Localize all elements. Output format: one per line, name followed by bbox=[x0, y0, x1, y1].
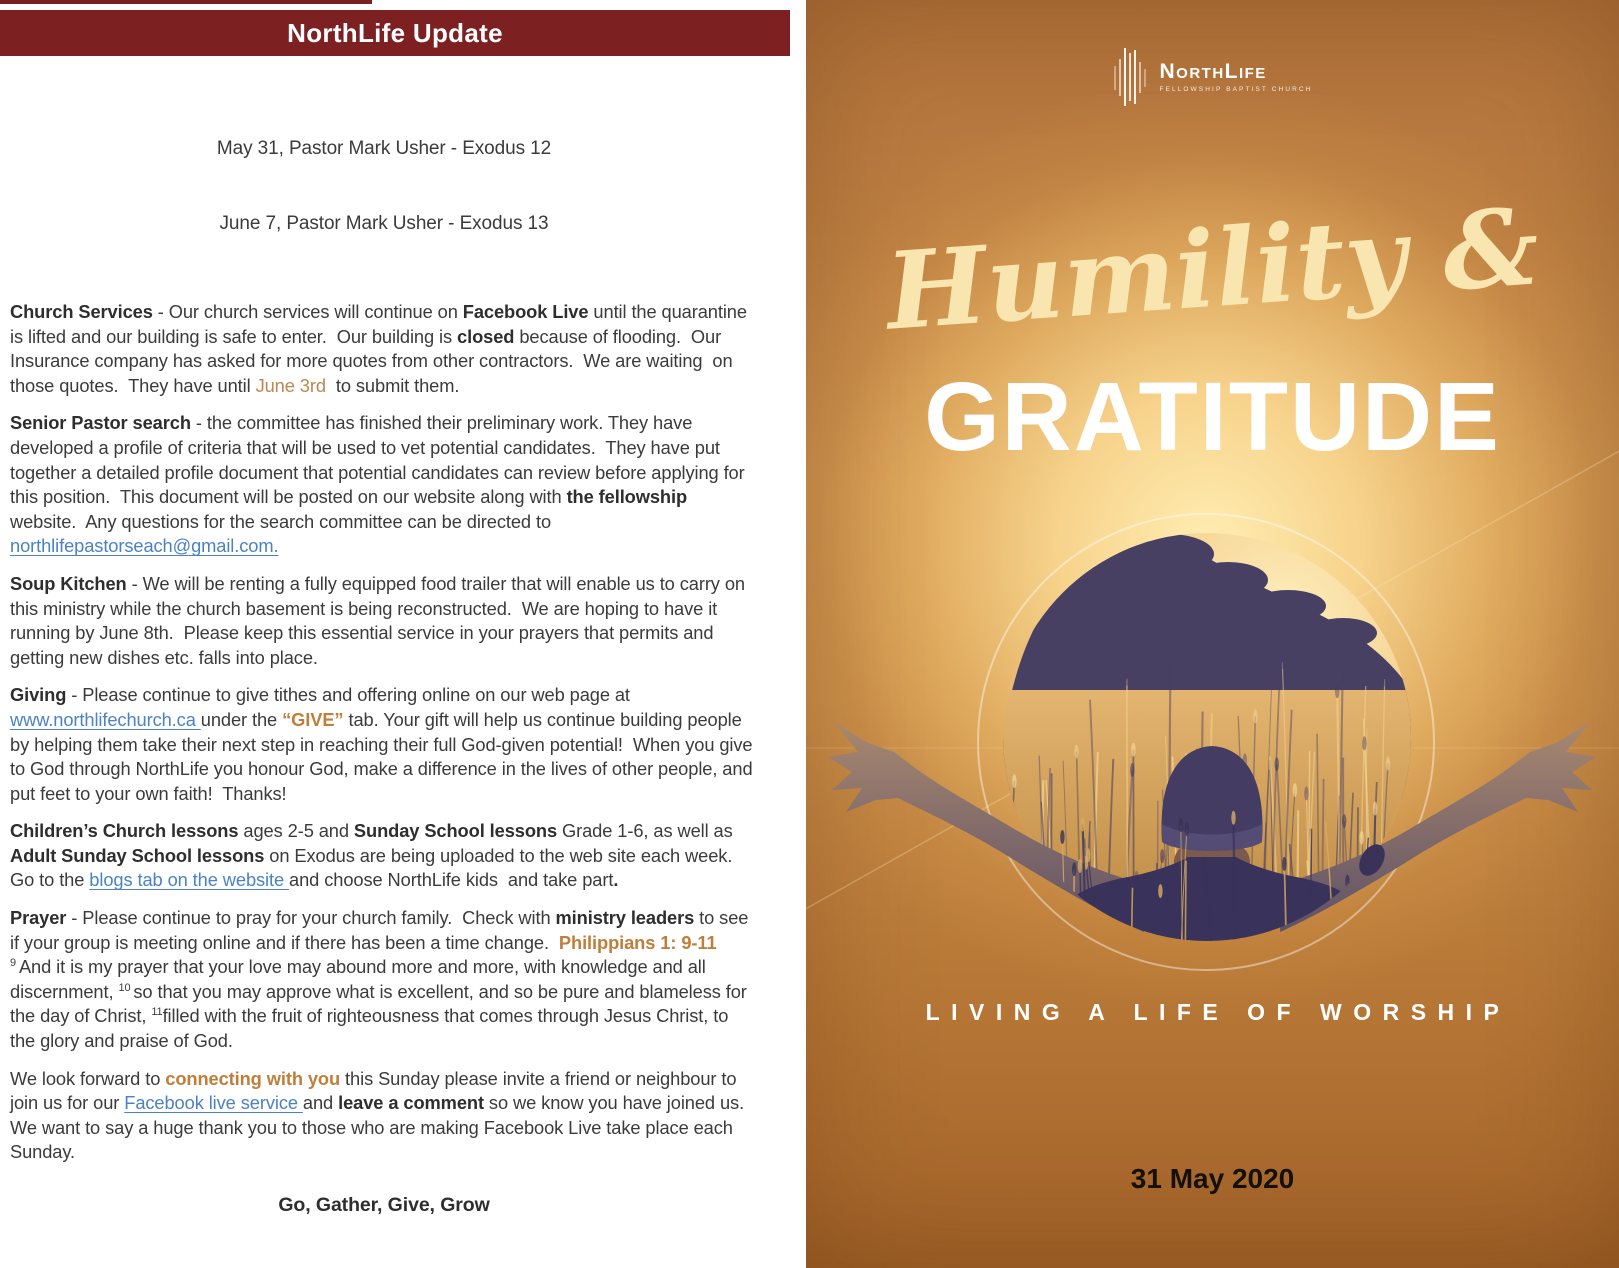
text-run: because of flooding. Our Insurance company has asked for more quotes from other contractors. We are waiting on those quotes. They have until bbox=[10, 325, 738, 396]
header-bar bbox=[0, 10, 790, 56]
text-run: And it is my prayer that your love may abound more and more, with knowledge and all discernment, bbox=[10, 956, 711, 1002]
text-run: closed bbox=[457, 325, 515, 347]
paragraph bbox=[10, 572, 758, 670]
poster-tagline: LIVING A LIFE OF WORSHIP bbox=[925, 999, 1511, 1025]
paragraph bbox=[10, 411, 758, 559]
text-run: Children’s Church lessons bbox=[10, 820, 239, 842]
text-run: ministry leaders bbox=[555, 907, 695, 929]
logo-name: NorthLife bbox=[1159, 60, 1267, 83]
text-run: Prayer bbox=[10, 907, 67, 929]
poster-title-script: Humility & bbox=[882, 183, 1543, 354]
poster-title-main: GRATITUDE bbox=[924, 362, 1501, 471]
link[interactable]: northlifepastorseach@gmail.com. bbox=[10, 535, 279, 557]
text-run: ages 2-5 and bbox=[238, 820, 354, 842]
text-run: until the quarantine is lifted and our building is safe to enter. Our building is bbox=[10, 301, 752, 347]
text-run: Giving bbox=[10, 684, 67, 706]
motto: Go, Gather, Give, Grow bbox=[278, 1194, 490, 1216]
text-run: Adult Sunday School lessons bbox=[10, 844, 265, 866]
text-run: Facebook Live bbox=[462, 301, 589, 322]
text-run: website. Any questions for the search committee can be directed to bbox=[10, 486, 693, 532]
text-run: filled with the fruit of righteousness that comes through Jesus Christ, to the glory and praise of God. bbox=[10, 1005, 734, 1052]
paragraph bbox=[10, 683, 758, 806]
text-run: tab. Your gift will help us continue building people by helping them take their next step in reaching their full God-given potential! When you give to God through NorthLife you honour God, make a difference in the lives of other people, and put feet to your own faith! Thanks! bbox=[10, 708, 758, 804]
logo-tagline: FELLOWSHIP BAPTIST CHURCH bbox=[1159, 86, 1313, 93]
text-run: Sunday School lessons bbox=[353, 820, 558, 842]
text-run: and choose NorthLife kids and take part bbox=[289, 869, 614, 891]
text-run: - Please continue to give tithes and offering online on our web page at bbox=[66, 684, 635, 706]
logo-bars-icon bbox=[1112, 46, 1148, 108]
schedule-line-2: June 7, Pastor Mark Usher - Exodus 13 bbox=[219, 213, 549, 234]
service-schedule bbox=[10, 86, 758, 286]
text-run: so we know you have joined us. We want to say a huge thank you to those who are making Facebook Live take place each Sunday. bbox=[10, 1092, 755, 1163]
text-run: - Our church services will continue on bbox=[152, 301, 463, 322]
text-run: so that you may approve what is excellent, and so be pure and blameless for the day of Christ, bbox=[10, 980, 752, 1027]
text-run: under the bbox=[200, 708, 283, 730]
text-run: leave a comment bbox=[338, 1092, 484, 1114]
paragraph bbox=[10, 819, 758, 893]
logo-text bbox=[1159, 61, 1312, 93]
paragraph bbox=[10, 906, 758, 1054]
church-logo bbox=[806, 46, 1619, 108]
link[interactable]: www.northlifechurch.ca bbox=[10, 708, 201, 730]
text-run: We look forward to bbox=[10, 1067, 166, 1089]
poster-date: 31 May 2020 bbox=[1130, 1163, 1295, 1194]
text-run: Church Services bbox=[10, 301, 153, 322]
text-run: Philippians 1: 9-11 bbox=[558, 931, 717, 953]
top-edge-band bbox=[0, 0, 372, 4]
text-run: Senior Pastor search bbox=[10, 412, 191, 434]
text-run: Grade 1-6, as well as bbox=[557, 820, 738, 842]
verse-number: 9 bbox=[10, 957, 19, 970]
text-run: to see if your group is meeting online and if there has been a time change. bbox=[10, 907, 754, 953]
link[interactable]: blogs tab on the website bbox=[89, 869, 290, 891]
text-run: “GIVE” bbox=[282, 708, 344, 730]
text-run: . bbox=[613, 869, 619, 891]
text-run: connecting with you bbox=[165, 1067, 341, 1089]
text-run: the fellowship bbox=[566, 486, 688, 508]
text-run: on Exodus are being uploaded to the web site each week. Go to the bbox=[10, 844, 743, 891]
text-run: and bbox=[302, 1092, 339, 1114]
sermon-poster bbox=[806, 0, 1619, 1268]
announcement-paragraphs bbox=[10, 300, 758, 1165]
page-title: NorthLife Update bbox=[287, 17, 503, 48]
bulletin-body bbox=[10, 86, 758, 1218]
verse-number: 11 bbox=[151, 1006, 163, 1019]
verse-number: 10 bbox=[118, 981, 134, 994]
paragraph bbox=[10, 300, 758, 398]
text-run: - Please continue to pray for your church family. Check with bbox=[66, 907, 556, 929]
text-run: this Sunday please invite a friend or neighbour to join us for our bbox=[10, 1067, 742, 1114]
text-run: June 3rd bbox=[255, 374, 326, 396]
text-run: to submit them. bbox=[325, 374, 460, 396]
schedule-line-1: May 31, Pastor Mark Usher - Exodus 12 bbox=[216, 138, 552, 159]
text-run: Soup Kitchen bbox=[10, 572, 127, 594]
link[interactable]: Facebook live service bbox=[124, 1092, 303, 1114]
text-run: - We will be renting a fully equipped food trailer that will enable us to carry on this ministry while the church basement is being reconstructed. We are hoping to have it running by June 8th. Please keep this essential service in your prayers that permits and getting new dishes etc. falls into place. bbox=[10, 572, 750, 668]
text-run: - the committee has finished their preliminary work. They have developed a profile of criteria that will be used to vet potential candidates. They have put together a detailed profile document that potential candidates can review before applying for this position. This document will be posted on our website along with bbox=[10, 412, 750, 508]
paragraph bbox=[10, 1067, 758, 1165]
